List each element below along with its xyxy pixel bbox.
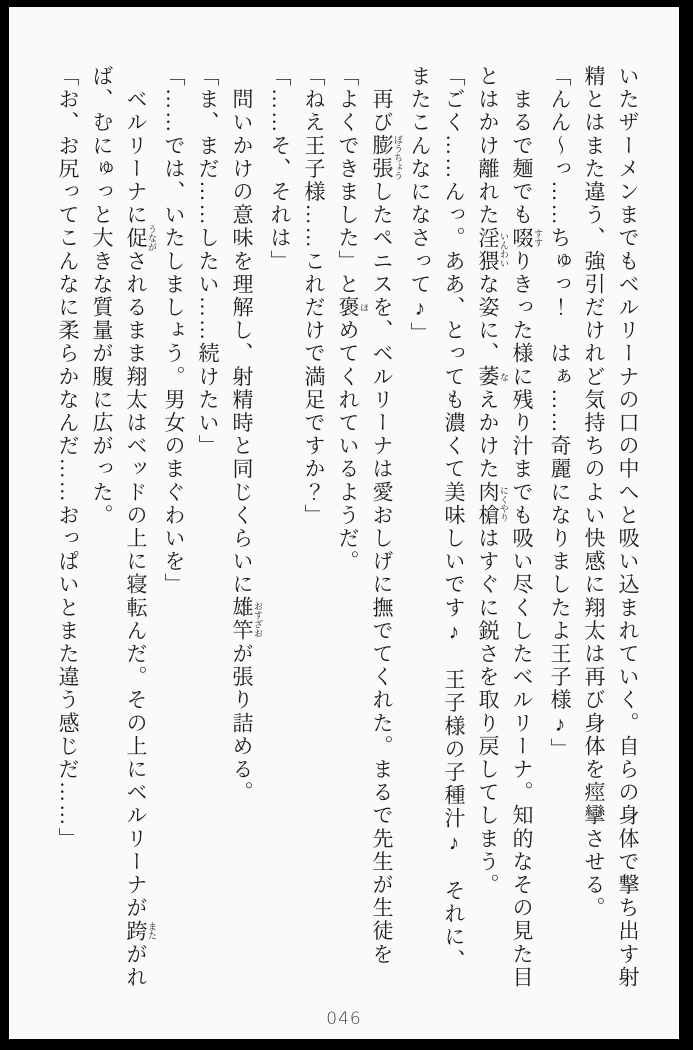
paragraph: 「んん～っ……ちゅっ！ はぁ……奇麗になりましたよ王子様♪」 [548,65,572,761]
vertical-text-block [45,65,645,993]
paragraph: ベルリーナに促 うながされるまま翔太はベッドの上に寝転んだ。その上にベルリーナが跨 またがれば、むにゅっと大きな質量が腹に広がった。 [90,65,157,990]
paragraph: 「……そ、それは」 [268,65,292,273]
paragraph: 「お、お尻ってこんなに柔らかなんだ……おっぱいとまた違う感じだ……」 [56,65,80,851]
paragraph: 問いかけの意味を理解し、射精時と同じくらいに雄竿 おすざおが張り詰める。 [230,65,263,805]
furigana-ruby: 淫猥 いんわい [476,226,509,273]
furigana-ruby: 跨 また [124,919,157,943]
furigana-ruby: 肉槍 にくやり [476,480,509,528]
furigana-ruby: 褒 ほ [336,296,369,320]
furigana-ruby: 雄竿 おすざお [230,596,263,643]
paragraph: 「ごく……んっ。ああ、とっても濃くて美味しいです♪ 王子様の子種汁♪ それに、またこんなになさって♪」 [408,65,466,972]
paragraph: いたザーメンまでもベルリーナの口の中へと吸い込まれていく。自らの身体で撃ち出す射精とはまた違う、強引だけれど気持ちのよい快感に翔太は再び身体を痙攣させる。 [582,65,640,989]
furigana-ruby: 膨張 ぼうちょう [370,134,403,181]
furigana-ruby: 萎 な [476,365,509,389]
furigana-ruby: 啜 すす [510,226,543,250]
furigana-ruby: 促 うなが [124,224,157,252]
book-page [9,7,679,1039]
paragraph: まるで麺でも啜 すすりきった様に残り汁までも吸い尽くしたベルリーナ。知的なその見た目とはかけ離れた淫猥 いんわいな姿に、萎 なえかけた肉槍 にくやりはすぐに鋭さを取り戻してしまう。 [476,65,543,990]
page-number: 046 [326,1009,362,1029]
paragraph: 「ねえ王子様……これだけで満足ですか？」 [302,65,326,527]
paragraph: 再び膨張 ぼうちょうしたペニスを、ベルリーナは愛おしげに撫でてくれた。まるで先生が生徒を「よくできました」と褒 ほめてくれているようだ。 [336,65,403,966]
paragraph: 「……では、いたしましょう。男女のまぐわいを」 [162,65,186,597]
paragraph: 「ま、まだ……したい……続けたい」 [196,65,220,458]
